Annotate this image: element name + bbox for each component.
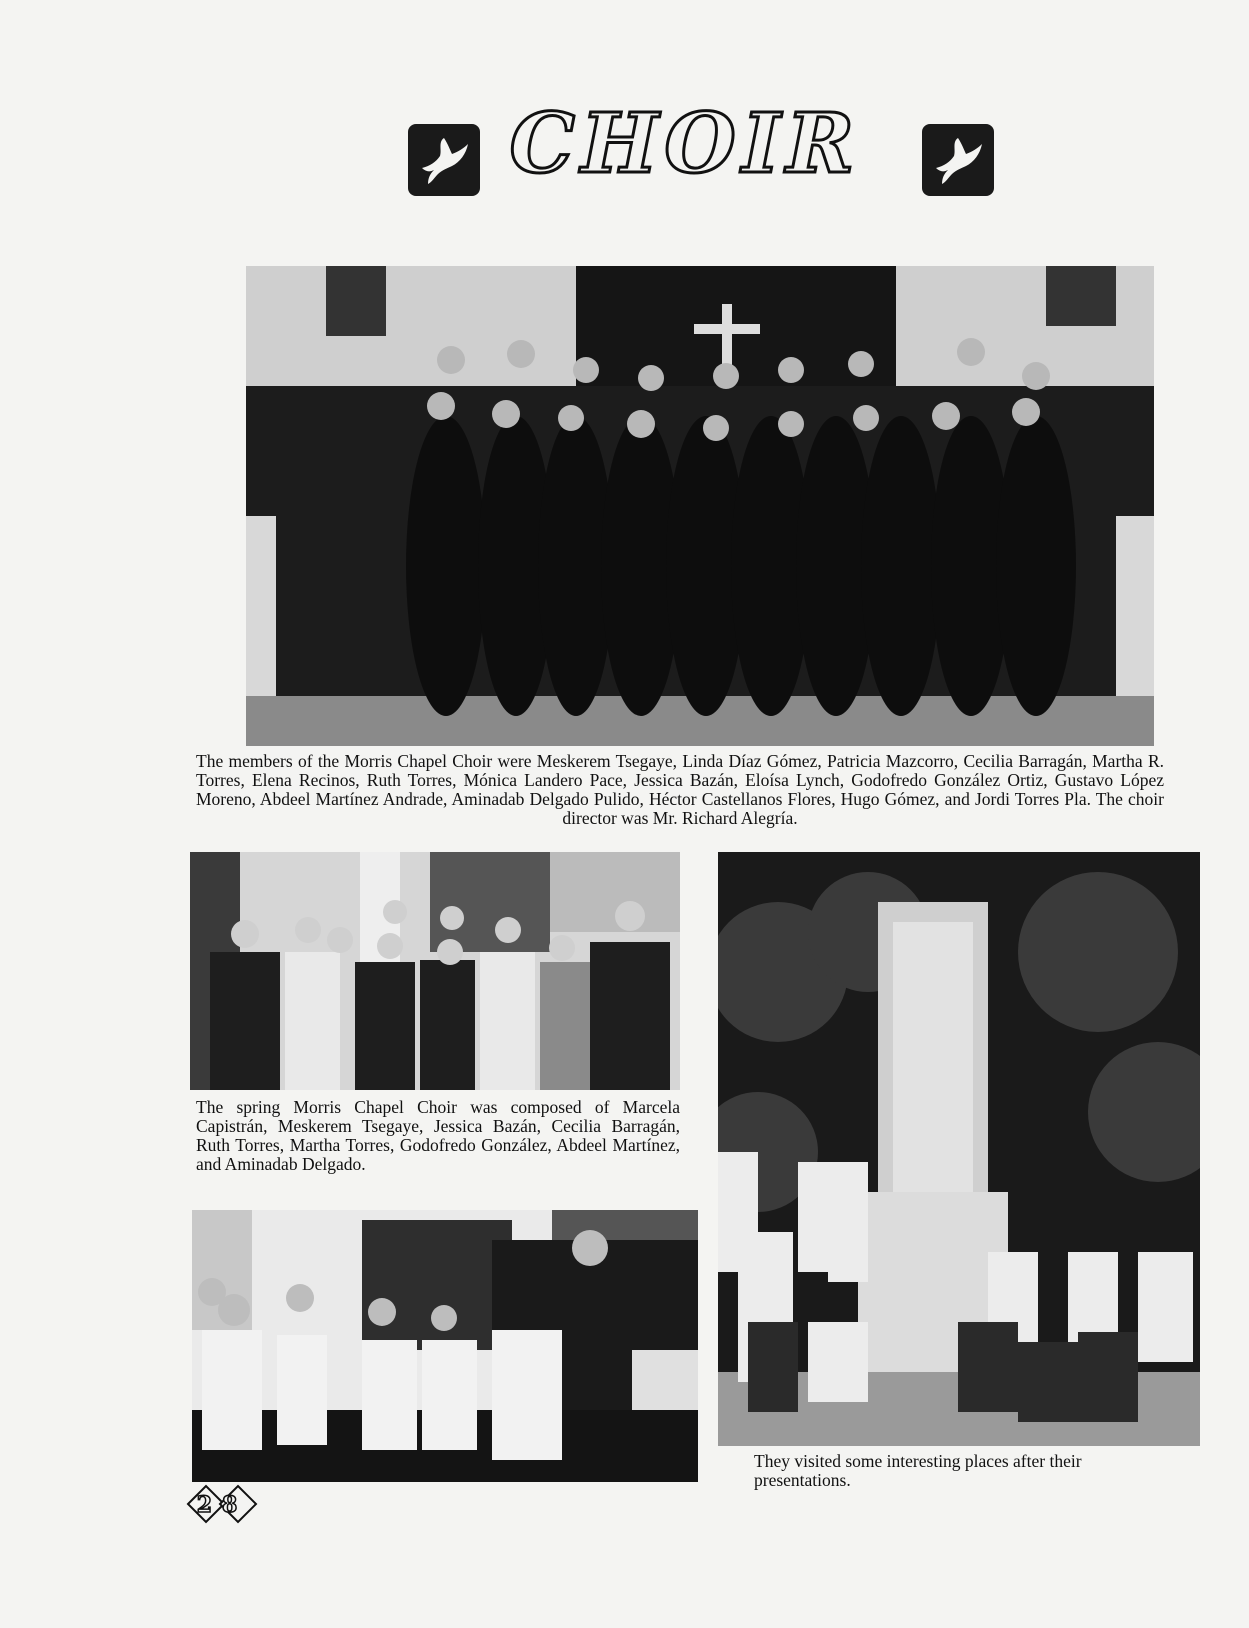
main-photo-caption: The members of the Morris Chapel Choir were Meskerem Tsegaye, Linda Díaz Gómez, Patricia Mazcorro, Cecilia Barragán, Martha R. Torres, Elena Recinos, Ruth Torres, Mónica Landero Pace, Jessica Bazán, Eloísa Lynch, Godofredo González Ortiz, Gustavo López Moreno, Abdeel Martínez Andrade, Aminadab Delgado Pulido, Héctor Castellanos Flores, Hugo Gómez, and Jordi Torres Pla. The choir director was Mr. Richard Alegría. [196,751,1164,828]
rehearsal-photo [192,1210,698,1482]
dove-icon-left [408,124,480,196]
spring-choir-photo [190,852,680,1090]
title-text: CHOIR [509,100,861,190]
page-title [478,100,893,190]
spring-photo-caption: The spring Morris Chapel Choir was composed of Marcela Capistrán, Meskerem Tsegaye, Jessica Bazán, Cecilia Barragán, Ruth Torres, Martha Torres, Godofredo González, Abdeel Martínez, and Aminadab Delgado. [196,1097,680,1174]
page-number [186,1484,266,1524]
dove-icon-right [922,124,994,196]
statue-visit-photo [718,852,1200,1446]
choir-group-photo [246,266,1154,746]
page-number-text: 28 [196,1492,248,1518]
statue-photo-caption: They visited some interesting places after their presentations. [754,1451,1082,1490]
